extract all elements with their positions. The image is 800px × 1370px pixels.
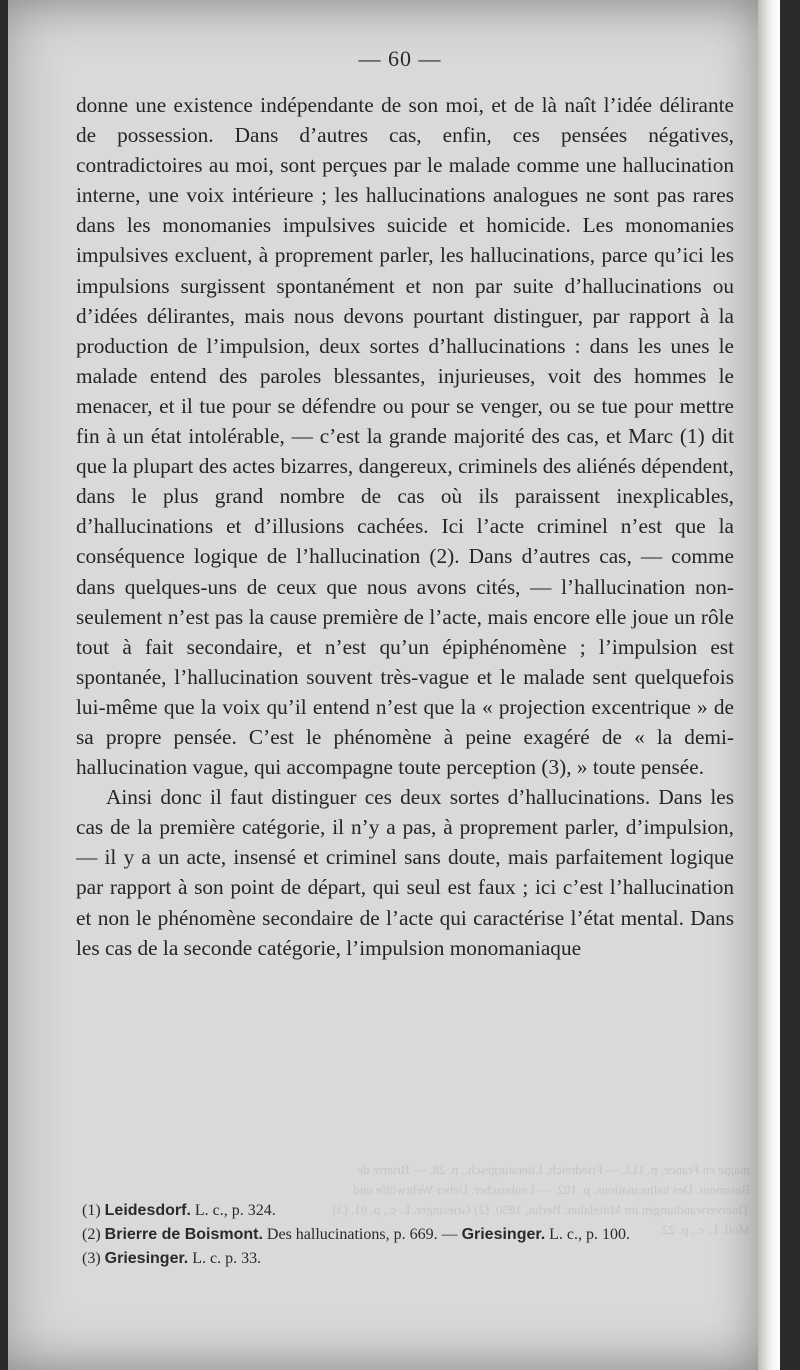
footnote-ref: (1): [82, 1202, 101, 1219]
footnote-author: Griesinger.: [104, 1250, 189, 1267]
footnote-ref: (2): [82, 1226, 101, 1243]
footnote-2: [82, 1223, 742, 1247]
body-text: [76, 90, 734, 963]
footnote-3: [82, 1247, 742, 1271]
footnote-text: L. c. p. 33.: [192, 1250, 262, 1267]
footnote-text: L. c., p. 100.: [549, 1226, 631, 1243]
paragraph: donne une existence indépendante de son moi, et de là naît l’idée délirante de possession. Dans d’autres cas, enfin, ces pensées négatives, contradictoires au moi, sont perçues par le malade comme une hallucination interne, une voix intérieure ; les hallucinations analogues ne sont pas rares dans les monomanies impulsives suicide et homicide. Les monomanies impulsives excluent, à proprement parler, les hallucinations, parce qu’ici les impulsions surgissent spontanément et non par suite d’hallucinations ou d’idées délirantes, mais nous devons pourtant distinguer, par rapport à la production de l’impulsion, deux sortes d’hallucinations : dans les unes le malade entend des paroles blessantes, injurieuses, voit des hommes le menacer, et il tue pour se défendre ou pour se venger, ou se tue pour mettre fin à un état intolérable, — c’est la grande majorité des cas, et Marc (1) dit que la plupart des actes bizarres, dangereux, criminels des aliénés dépendent, dans le plus grand nombre de cas où ils paraissent inexplicables, d’hallucinations et d’illusions cachées. Ici l’acte criminel n’est que la conséquence logique de l’hallucination (2). Dans d’autres cas, — comme dans quelques-uns de ceux que nous avons cités, — l’hallucination non-seulement n’est pas la cause première de l’acte, mais encore elle joue un rôle tout à fait secondaire, et n’est qu’un épiphénomène ; l’impulsion est spontanée, l’hallucination souvent très-vague et le malade sent quelquefois lui-même que la voix qu’il entend n’est que la « projection excentrique » de sa propre pensée. C’est le phénomène à peine exagéré de « la demi-hallucination vague, qui accompagne toute perception (3), » toute pensée.: [76, 93, 734, 780]
paragraph: Ainsi donc il faut distinguer ces deux sortes d’hallucinations. Dans les cas de la première catégorie, il n’y a pas, à proprement parler, d’impulsion, — il y a un acte, insensé et criminel sans doute, mais parfaitement logique par rapport à son point de départ, qui seul est faux ; ici c’est l’hallucination et non le phénomène secondaire de l’acte qui caractérise l’état mental. Dans les cas de la seconde catégorie, l’impulsion monomaniaque: [76, 785, 734, 960]
footnote-author: Griesinger.: [461, 1226, 546, 1243]
page-edge: [758, 0, 780, 1370]
footnote-author: Brierre de Boismont.: [104, 1226, 263, 1243]
bleed-through-text: magie en France, p. 113. — Friedreich, Literaturgesch., p. 28. — Brierre de Boismont. Des hallucinations, p. 102. — Leubuscher, Ueber Wehrwölfe und Thierverwandlungen im Mittelalter. Berlin, 1850. (2) Griesinger. L. c., p. 91. (3) Moll. L. c., p. 22.: [332, 1162, 750, 1237]
page-number: — 60 —: [358, 46, 442, 71]
footnote-text: L. c., p. 324.: [194, 1202, 276, 1219]
footnote-ref: (3): [82, 1250, 101, 1267]
footnote-1: [82, 1199, 742, 1223]
footnote-text: Des hallucinations, p. 669. —: [266, 1226, 458, 1243]
footnotes: [82, 1199, 742, 1271]
footnote-author: Leidesdorf.: [104, 1202, 191, 1219]
